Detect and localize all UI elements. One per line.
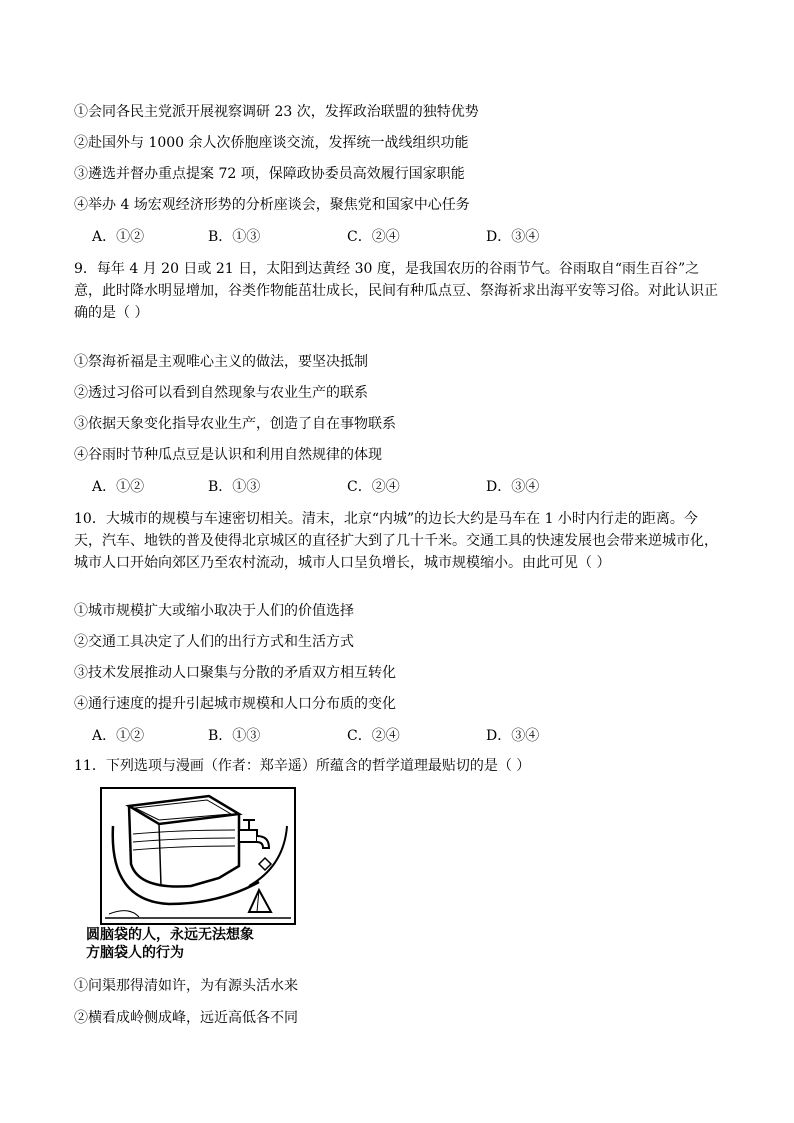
q10-option-2: ②交通工具决定了人们的出行方式和生活方式 <box>74 634 354 650</box>
q9-choice-c: C．②④ <box>347 479 400 495</box>
q11-option-1: ①问渠那得清如许，为有源头活水来 <box>74 978 298 994</box>
q11-option-2: ②横看成岭侧成峰，远近高低各不同 <box>74 1010 298 1026</box>
q8-option-3: ③遴选并督办重点提案 72 项，保障政协委员高效履行国家职能 <box>74 166 465 182</box>
q10-choices <box>92 726 612 746</box>
cartoon-caption-line-1: 圆脑袋的人，永远无法想象 <box>86 927 254 943</box>
q8-choice-a: A．①② <box>92 229 145 245</box>
q8-choice-c: C．②④ <box>347 229 400 245</box>
q9-choice-b: B．①③ <box>208 479 261 495</box>
q9-option-1: ①祭海祈福是主观唯心主义的做法，要坚决抵制 <box>74 354 368 370</box>
q10-choice-b: B．①③ <box>208 728 261 744</box>
q8-choice-d: D．③④ <box>486 229 540 245</box>
q8-option-2: ②赴国外与 1000 余人次侨胞座谈交流，发挥统一战线组织功能 <box>74 135 469 151</box>
q11-stem: 11．下列选项与漫画（作者：郑辛遥）所蕴含的哲学道理最贴切的是（ ） <box>74 758 531 774</box>
q8-choices <box>92 227 612 247</box>
q10-option-1: ①城市规模扩大或缩小取决于人们的价值选择 <box>74 603 354 619</box>
q10-option-4: ④通行速度的提升引起城市规模和人口分布质的变化 <box>74 696 396 712</box>
q10-choice-c: C．②④ <box>347 728 400 744</box>
q8-option-1: ①会同各民主党派开展视察调研 23 次，发挥政治联盟的独特优势 <box>74 104 479 120</box>
q10-stem: 10．大城市的规模与车速密切相关。清末，北京“内城”的边长大约是马车在 1 小时内行走的距离。今天，汽车、地铁的普及使得北京城区的直径扩大到了几十千米。交通工具的快速发展也会带来逆城市化，城市人口开始向郊区乃至农村流动，城市人口呈负增长，城市规模缩小。由此可见（ ） <box>74 511 718 571</box>
cartoon-caption-line-2: 方脑袋人的行为 <box>86 945 184 961</box>
q9-option-4: ④谷雨时节种瓜点豆是认识和利用自然规律的体现 <box>74 447 382 463</box>
q8-choice-b: B．①③ <box>208 229 261 245</box>
cartoon-caption <box>86 926 316 962</box>
cartoon-image <box>99 786 297 926</box>
q9-stem: 9．每年 4 月 20 日或 21 日，太阳到达黄经 30 度，是我国农历的谷雨节气。谷雨取自“雨生百谷”之意，此时降水明显增加，谷类作物能茁壮成长，民间有种瓜点豆、祭海祈求出海平安等习俗。对此认识正确的是（ ） <box>74 261 718 321</box>
q10-option-3: ③技术发展推动人口聚集与分散的矛盾双方相互转化 <box>74 665 396 681</box>
q9-option-2: ②透过习俗可以看到自然现象与农业生产的联系 <box>74 385 368 401</box>
q9-option-3: ③依据天象变化指导农业生产，创造了自在事物联系 <box>74 416 396 432</box>
q9-choice-d: D．③④ <box>486 479 540 495</box>
q10-choice-d: D．③④ <box>486 728 540 744</box>
q9-choice-a: A．①② <box>92 479 145 495</box>
q9-choices <box>92 477 612 497</box>
q8-option-4: ④举办 4 场宏观经济形势的分析座谈会，聚焦党和国家中心任务 <box>74 197 470 213</box>
q10-choice-a: A．①② <box>92 728 145 744</box>
